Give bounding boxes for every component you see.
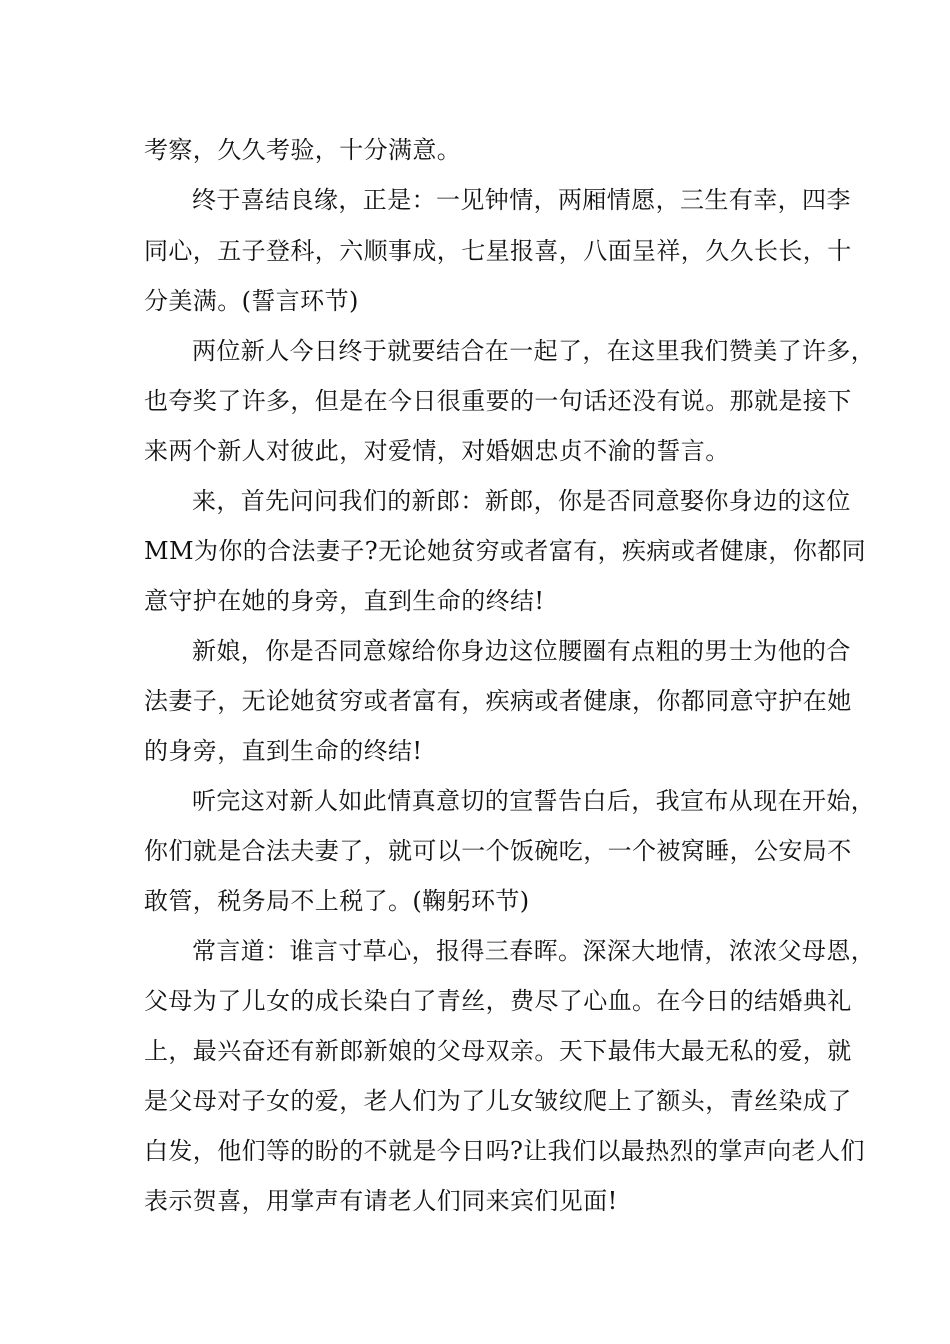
text-line: 是父母对子女的爱，老人们为了儿女皱纹爬上了额头，青丝染成了 (144, 1087, 852, 1115)
text-line: 来，首先问问我们的新郎：新郎，你是否同意娶你身边的这位 (192, 487, 851, 515)
text-line: 你们就是合法夫妻了，就可以一个饭碗吃，一个被窝睡，公安局不 (144, 837, 852, 865)
text-line: 意守护在她的身旁，直到生命的终结! (144, 587, 545, 615)
text-line: 法妻子，无论她贫穷或者富有，疾病或者健康，你都同意守护在她 (144, 687, 852, 715)
text-line: 听完这对新人如此情真意切的宣誓告白后，我宣布从现在开始， (192, 787, 876, 815)
text-line: 敢管，税务局不上税了。(鞠躬环节) (144, 887, 530, 915)
text-line: 的身旁，直到生命的终结! (144, 737, 423, 765)
text-line: 来两个新人对彼此，对爱情，对婚姻忠贞不渝的誓言。 (144, 437, 730, 465)
text-line: 常言道：谁言寸草心，报得三春晖。深深大地情，浓浓父母恩， (192, 937, 876, 965)
text-line: 分美满。(誓言环节) (144, 287, 359, 315)
text-line: 终于喜结良缘，正是：一见钟情，两厢情愿，三生有幸，四李 (192, 186, 851, 214)
text-line: 也夸奖了许多，但是在今日很重要的一句话还没有说。那就是接下 (144, 387, 852, 415)
text-line: 上，最兴奋还有新郎新娘的父母双亲。天下最伟大最无私的爱，就 (144, 1037, 852, 1065)
text-line: 考察，久久考验，十分满意。 (144, 136, 462, 164)
text-line: 新娘，你是否同意嫁给你身边这位腰圈有点粗的男士为他的合 (192, 637, 851, 665)
text-line: 同心，五子登科，六顺事成，七星报喜，八面呈祥，久久长长，十 (144, 237, 852, 265)
text-line: 表示贺喜，用掌声有请老人们同来宾们见面! (144, 1187, 618, 1215)
text-line: 父母为了儿女的成长染白了青丝，费尽了心血。在今日的结婚典礼 (144, 987, 852, 1015)
text-line: MM为你的合法妻子?无论她贫穷或者富有，疾病或者健康，你都同 (144, 537, 867, 565)
text-line: 两位新人今日终于就要结合在一起了，在这里我们赞美了许多， (192, 337, 876, 365)
text-line: 白发，他们等的盼的不就是今日吗?让我们以最热烈的掌声向老人们 (144, 1137, 865, 1165)
